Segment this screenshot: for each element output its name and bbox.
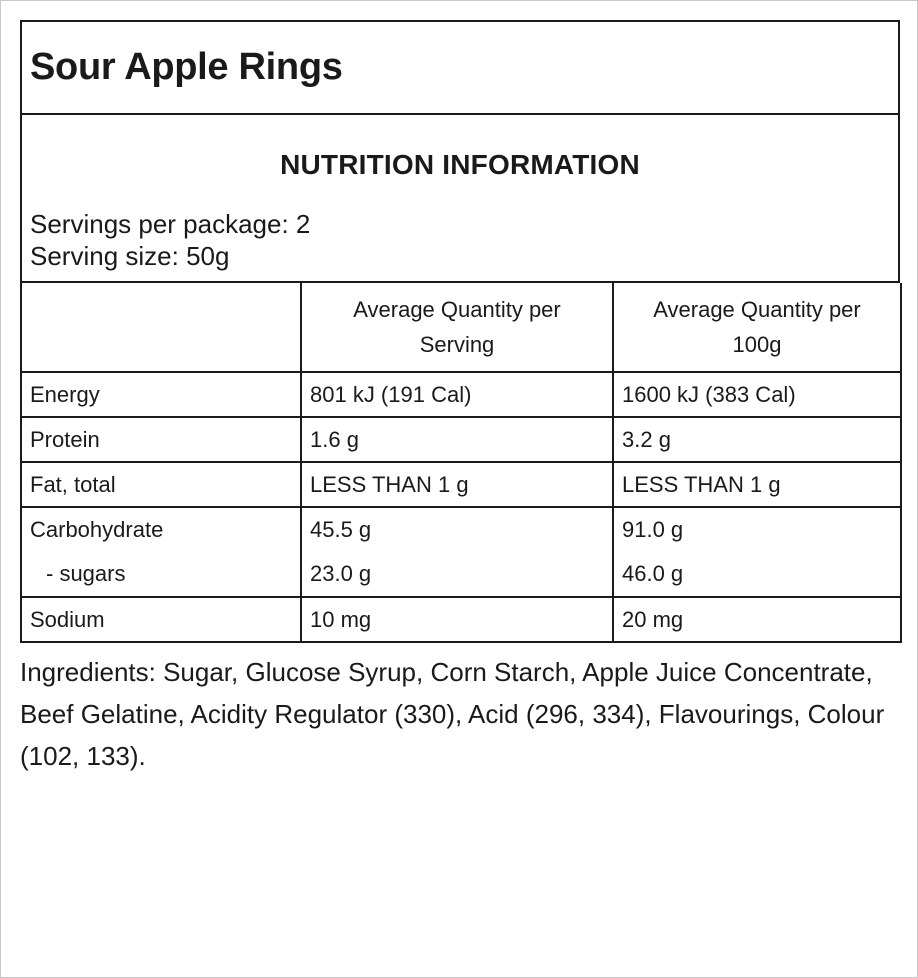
header-blank <box>21 283 301 372</box>
per-100g-value: 3.2 g <box>613 417 901 462</box>
per-serving-value: 10 mg <box>301 597 613 642</box>
nutrition-table <box>20 283 902 643</box>
nutrient-name: Carbohydrate <box>30 517 164 542</box>
table-row <box>21 417 901 462</box>
sub-per-serving-value: 23.0 g <box>310 561 372 586</box>
nutrient-name: Fat, total <box>21 462 301 507</box>
sub-nutrient-name: - sugars <box>46 561 126 586</box>
nutrition-panel <box>20 20 900 643</box>
nutrient-name-cell <box>21 507 301 597</box>
per-serving-value: 801 kJ (191 Cal) <box>301 372 613 417</box>
serving-size: Serving size: 50g <box>30 241 230 271</box>
table-row <box>21 507 901 597</box>
per-100g-value: 91.0 g <box>622 517 684 542</box>
sub-per-100g-value: 46.0 g <box>622 561 684 586</box>
per-serving-value: 45.5 g <box>310 517 372 542</box>
table-row <box>21 462 901 507</box>
nutrient-name: Protein <box>21 417 301 462</box>
header-per-serving: Average Quantity per Serving <box>301 283 613 372</box>
per-serving-cell <box>301 507 613 597</box>
per-100g-value: 1600 kJ (383 Cal) <box>613 372 901 417</box>
servings-per-package: Servings per package: 2 <box>30 209 311 239</box>
ingredients-text: Ingredients: Sugar, Glucose Syrup, Corn Starch, Apple Juice Concentrate, Beef Gelatine, Acidity Regulator (330), Acid (296, 334), Flavourings, Colour (102, 133). <box>20 657 885 771</box>
per-serving-value: 1.6 g <box>301 417 613 462</box>
per-100g-cell <box>613 507 901 597</box>
table-row <box>21 372 901 417</box>
title-box <box>20 20 900 115</box>
nutrient-name: Energy <box>21 372 301 417</box>
per-100g-value: 20 mg <box>613 597 901 642</box>
per-serving-value: LESS THAN 1 g <box>301 462 613 507</box>
product-title: Sour Apple Rings <box>30 46 343 88</box>
nutrition-heading: NUTRITION INFORMATION <box>280 149 640 180</box>
table-header-row <box>21 283 901 372</box>
nutrient-name: Sodium <box>21 597 301 642</box>
header-per-100g: Average Quantity per 100g <box>613 283 901 372</box>
nutrition-info-box <box>20 115 900 283</box>
table-row <box>21 597 901 642</box>
per-100g-value: LESS THAN 1 g <box>613 462 901 507</box>
